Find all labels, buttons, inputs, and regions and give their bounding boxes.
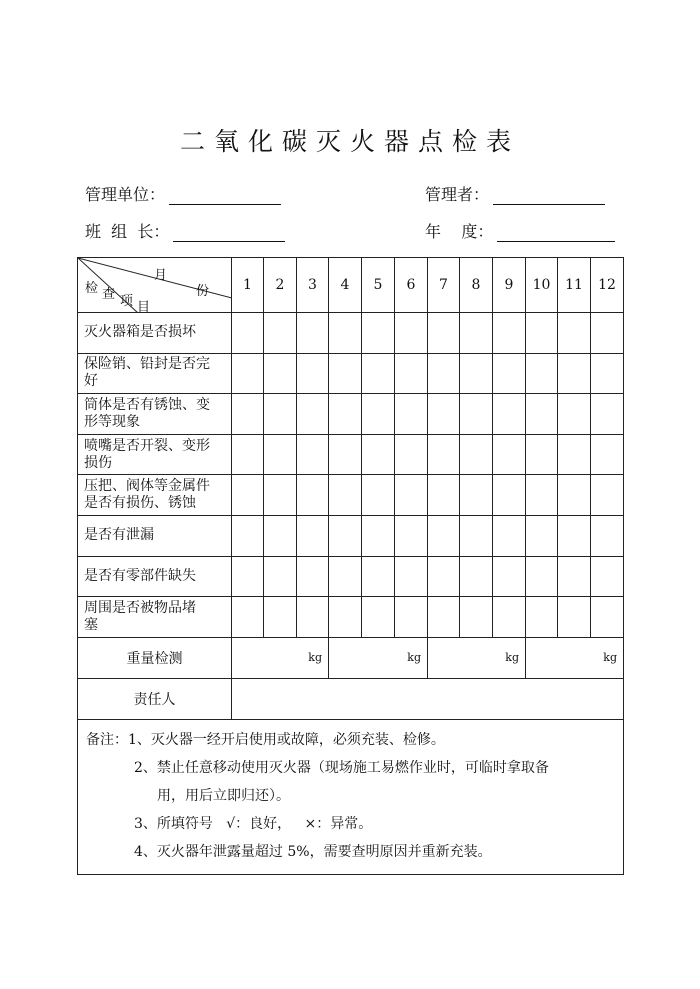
inspection-item-text: 灭火器箱是否损坏 — [84, 324, 196, 341]
check-cell[interactable] — [591, 313, 624, 354]
inspection-item-text: 是否有泄漏 — [84, 527, 154, 544]
inspection-item-label — [78, 515, 232, 556]
check-cell[interactable] — [329, 515, 362, 556]
inspection-item-row — [78, 515, 624, 556]
check-cell[interactable] — [558, 515, 591, 556]
month-header: 11 — [558, 258, 591, 313]
check-cell[interactable] — [329, 434, 362, 475]
check-cell[interactable] — [591, 515, 624, 556]
check-cell[interactable] — [329, 353, 362, 394]
month-header: 7 — [428, 258, 460, 313]
check-cell[interactable] — [460, 394, 493, 435]
month-header: 9 — [493, 258, 526, 313]
check-cell[interactable] — [395, 515, 428, 556]
check-cell[interactable] — [526, 556, 558, 597]
inspection-item-text: 周围是否被物品堵 — [84, 599, 196, 616]
check-cell[interactable] — [395, 597, 428, 638]
inspection-item-row — [78, 394, 624, 435]
check-cell[interactable] — [329, 475, 362, 516]
month-header: 12 — [591, 258, 624, 313]
check-cell[interactable] — [329, 556, 362, 597]
team-leader-label: 班 组 长： — [85, 222, 170, 241]
check-cell[interactable] — [493, 556, 526, 597]
check-cell[interactable] — [428, 353, 460, 394]
page-title: 二氧化碳灭火器点检表 — [179, 127, 520, 156]
check-cell[interactable] — [362, 515, 395, 556]
check-cell[interactable] — [232, 394, 264, 435]
item-rows — [78, 313, 624, 638]
check-cell[interactable] — [526, 434, 558, 475]
check-cell[interactable] — [591, 556, 624, 597]
check-cell[interactable] — [526, 597, 558, 638]
check-cell[interactable] — [558, 475, 591, 516]
check-cell[interactable] — [232, 475, 264, 516]
weight-cell[interactable] — [329, 637, 428, 678]
xiang-label: 项 — [120, 294, 134, 309]
manager-input[interactable] — [493, 186, 605, 205]
check-cell[interactable] — [362, 434, 395, 475]
diagonal-header-cell — [78, 258, 232, 313]
manage-unit-label: 管理单位： — [85, 185, 166, 204]
inspection-item-label — [78, 556, 232, 597]
check-cell[interactable] — [558, 313, 591, 354]
check-cell[interactable] — [493, 597, 526, 638]
manager-label: 管理者： — [425, 185, 490, 204]
inspection-item-row — [78, 597, 624, 638]
month-header: 3 — [297, 258, 329, 313]
check-cell[interactable] — [297, 597, 329, 638]
note-line: 用，用后立即归还）。 — [157, 787, 290, 804]
inspection-item-row — [78, 556, 624, 597]
check-cell[interactable] — [264, 475, 297, 516]
check-cell[interactable] — [460, 556, 493, 597]
check-cell[interactable] — [232, 353, 264, 394]
weight-label: 重量检测 — [78, 637, 232, 678]
check-cell[interactable] — [428, 515, 460, 556]
check-cell[interactable] — [232, 597, 264, 638]
check-cell[interactable] — [460, 313, 493, 354]
check-cell[interactable] — [395, 313, 428, 354]
manager-field — [425, 182, 605, 205]
check-cell[interactable] — [428, 597, 460, 638]
weight-row — [78, 637, 624, 678]
check-cell[interactable] — [264, 556, 297, 597]
month-label: 月 — [154, 268, 168, 283]
check-cell[interactable] — [395, 434, 428, 475]
inspection-item-label — [78, 434, 232, 475]
check-cell[interactable] — [591, 434, 624, 475]
check-cell[interactable] — [264, 515, 297, 556]
check-cell[interactable] — [428, 434, 460, 475]
check-cell[interactable] — [428, 394, 460, 435]
check-cell[interactable] — [591, 394, 624, 435]
inspection-item-text: 筒体是否有锈蚀、变 — [84, 396, 210, 413]
note-line: 4、灭火器年泄露量超过 5%，需要查明原因并重新充装。 — [134, 843, 492, 860]
check-cell[interactable] — [460, 353, 493, 394]
inspection-item-text: 好 — [84, 373, 98, 390]
check-cell[interactable] — [329, 597, 362, 638]
inspection-item-text: 塞 — [84, 616, 98, 633]
weight-cell[interactable] — [526, 637, 624, 678]
note-line: 备注：1、灭火器一经开启使用或故障，必须充装、检修。 — [86, 731, 445, 748]
check-cell[interactable] — [395, 394, 428, 435]
check-cell[interactable] — [493, 475, 526, 516]
kg-unit: kg — [407, 651, 421, 665]
check-cell[interactable] — [460, 475, 493, 516]
team-leader-input[interactable] — [173, 223, 285, 242]
check-cell[interactable] — [232, 313, 264, 354]
fen-label: 份 — [196, 284, 210, 299]
inspection-item-text: 保险销、铅封是否完 — [84, 356, 210, 373]
check-cell[interactable] — [232, 515, 264, 556]
inspection-item-text: 形等现象 — [84, 413, 140, 430]
inspection-item-text: 损伤 — [84, 454, 112, 471]
year-input[interactable] — [497, 223, 615, 242]
kg-unit: kg — [603, 651, 617, 665]
responsible-label: 责任人 — [78, 678, 232, 719]
check-cell[interactable] — [526, 313, 558, 354]
weight-cell[interactable] — [232, 637, 329, 678]
inspection-item-label — [78, 313, 232, 354]
month-header: 2 — [264, 258, 297, 313]
month-header: 4 — [329, 258, 362, 313]
month-header: 10 — [526, 258, 558, 313]
check-cell[interactable] — [428, 556, 460, 597]
header-row — [78, 258, 624, 313]
check-cell[interactable] — [591, 597, 624, 638]
check-cell[interactable] — [362, 313, 395, 354]
month-header: 5 — [362, 258, 395, 313]
check-cell[interactable] — [526, 353, 558, 394]
inspection-item-label — [78, 475, 232, 516]
notes-cell — [78, 719, 624, 874]
check-cell[interactable] — [558, 394, 591, 435]
check-cell[interactable] — [329, 313, 362, 354]
check-cell[interactable] — [362, 556, 395, 597]
check-cell[interactable] — [493, 434, 526, 475]
check-cell[interactable] — [264, 353, 297, 394]
check-cell[interactable] — [460, 597, 493, 638]
check-cell[interactable] — [264, 597, 297, 638]
year-field — [425, 219, 615, 242]
notes-row — [78, 719, 624, 874]
check-cell[interactable] — [297, 394, 329, 435]
check-cell[interactable] — [395, 556, 428, 597]
check-cell[interactable] — [362, 353, 395, 394]
check-cell[interactable] — [460, 515, 493, 556]
check-cell[interactable] — [297, 434, 329, 475]
check-cell[interactable] — [297, 475, 329, 516]
check-cell[interactable] — [493, 313, 526, 354]
inspection-item-label — [78, 353, 232, 394]
check-cell[interactable] — [591, 353, 624, 394]
note-line: 2、禁止任意移动使用灭火器（现场施工易燃作业时，可临时拿取备 — [134, 759, 549, 776]
check-cell[interactable] — [395, 475, 428, 516]
manage-unit-field — [85, 182, 281, 205]
inspection-item-label — [78, 597, 232, 638]
inspection-item-row — [78, 313, 624, 354]
check-cell[interactable] — [395, 353, 428, 394]
check-cell[interactable] — [591, 475, 624, 516]
check-cell[interactable] — [493, 353, 526, 394]
check-cell[interactable] — [558, 353, 591, 394]
check-cell[interactable] — [558, 556, 591, 597]
inspection-item-text: 喷嘴是否开裂、变形 — [84, 437, 210, 454]
responsible-cell[interactable] — [232, 678, 624, 719]
check-cell[interactable] — [362, 597, 395, 638]
check-cell[interactable] — [526, 515, 558, 556]
check-cell[interactable] — [428, 313, 460, 354]
inspection-item-label — [78, 394, 232, 435]
check-cell[interactable] — [297, 313, 329, 354]
jian-label: 检 — [85, 281, 99, 296]
note-line: 3、所填符号 √：良好， ×：异常。 — [134, 815, 373, 832]
check-cell[interactable] — [297, 515, 329, 556]
weight-cell[interactable] — [428, 637, 526, 678]
inspection-item-text: 压把、阀体等金属件 — [84, 478, 210, 495]
check-cell[interactable] — [329, 394, 362, 435]
mu-label: 目 — [137, 300, 151, 315]
month-header: 8 — [460, 258, 493, 313]
check-cell[interactable] — [493, 515, 526, 556]
year-label: 年 度： — [425, 222, 494, 241]
kg-unit: kg — [505, 651, 519, 665]
inspection-item-text: 是否有损伤、锈蚀 — [84, 495, 196, 512]
inspection-table — [77, 257, 624, 875]
kg-unit: kg — [308, 651, 322, 665]
check-cell[interactable] — [526, 394, 558, 435]
check-cell[interactable] — [264, 313, 297, 354]
check-cell[interactable] — [232, 556, 264, 597]
inspection-item-row — [78, 353, 624, 394]
check-cell[interactable] — [297, 556, 329, 597]
team-leader-field — [85, 219, 285, 242]
check-cell[interactable] — [460, 434, 493, 475]
check-cell[interactable] — [362, 394, 395, 435]
month-header: 6 — [395, 258, 428, 313]
check-cell[interactable] — [558, 597, 591, 638]
inspection-item-row — [78, 434, 624, 475]
inspection-item-text: 是否有零部件缺失 — [84, 567, 196, 584]
check-cell[interactable] — [232, 434, 264, 475]
responsible-row — [78, 678, 624, 719]
check-cell[interactable] — [362, 475, 395, 516]
check-cell[interactable] — [526, 475, 558, 516]
check-cell[interactable] — [493, 394, 526, 435]
manage-unit-input[interactable] — [169, 186, 281, 205]
inspection-item-row — [78, 475, 624, 516]
month-header: 1 — [232, 258, 264, 313]
cha-label: 查 — [102, 287, 116, 302]
check-cell[interactable] — [297, 353, 329, 394]
check-cell[interactable] — [428, 475, 460, 516]
check-cell[interactable] — [558, 434, 591, 475]
check-cell[interactable] — [264, 394, 297, 435]
check-cell[interactable] — [264, 434, 297, 475]
